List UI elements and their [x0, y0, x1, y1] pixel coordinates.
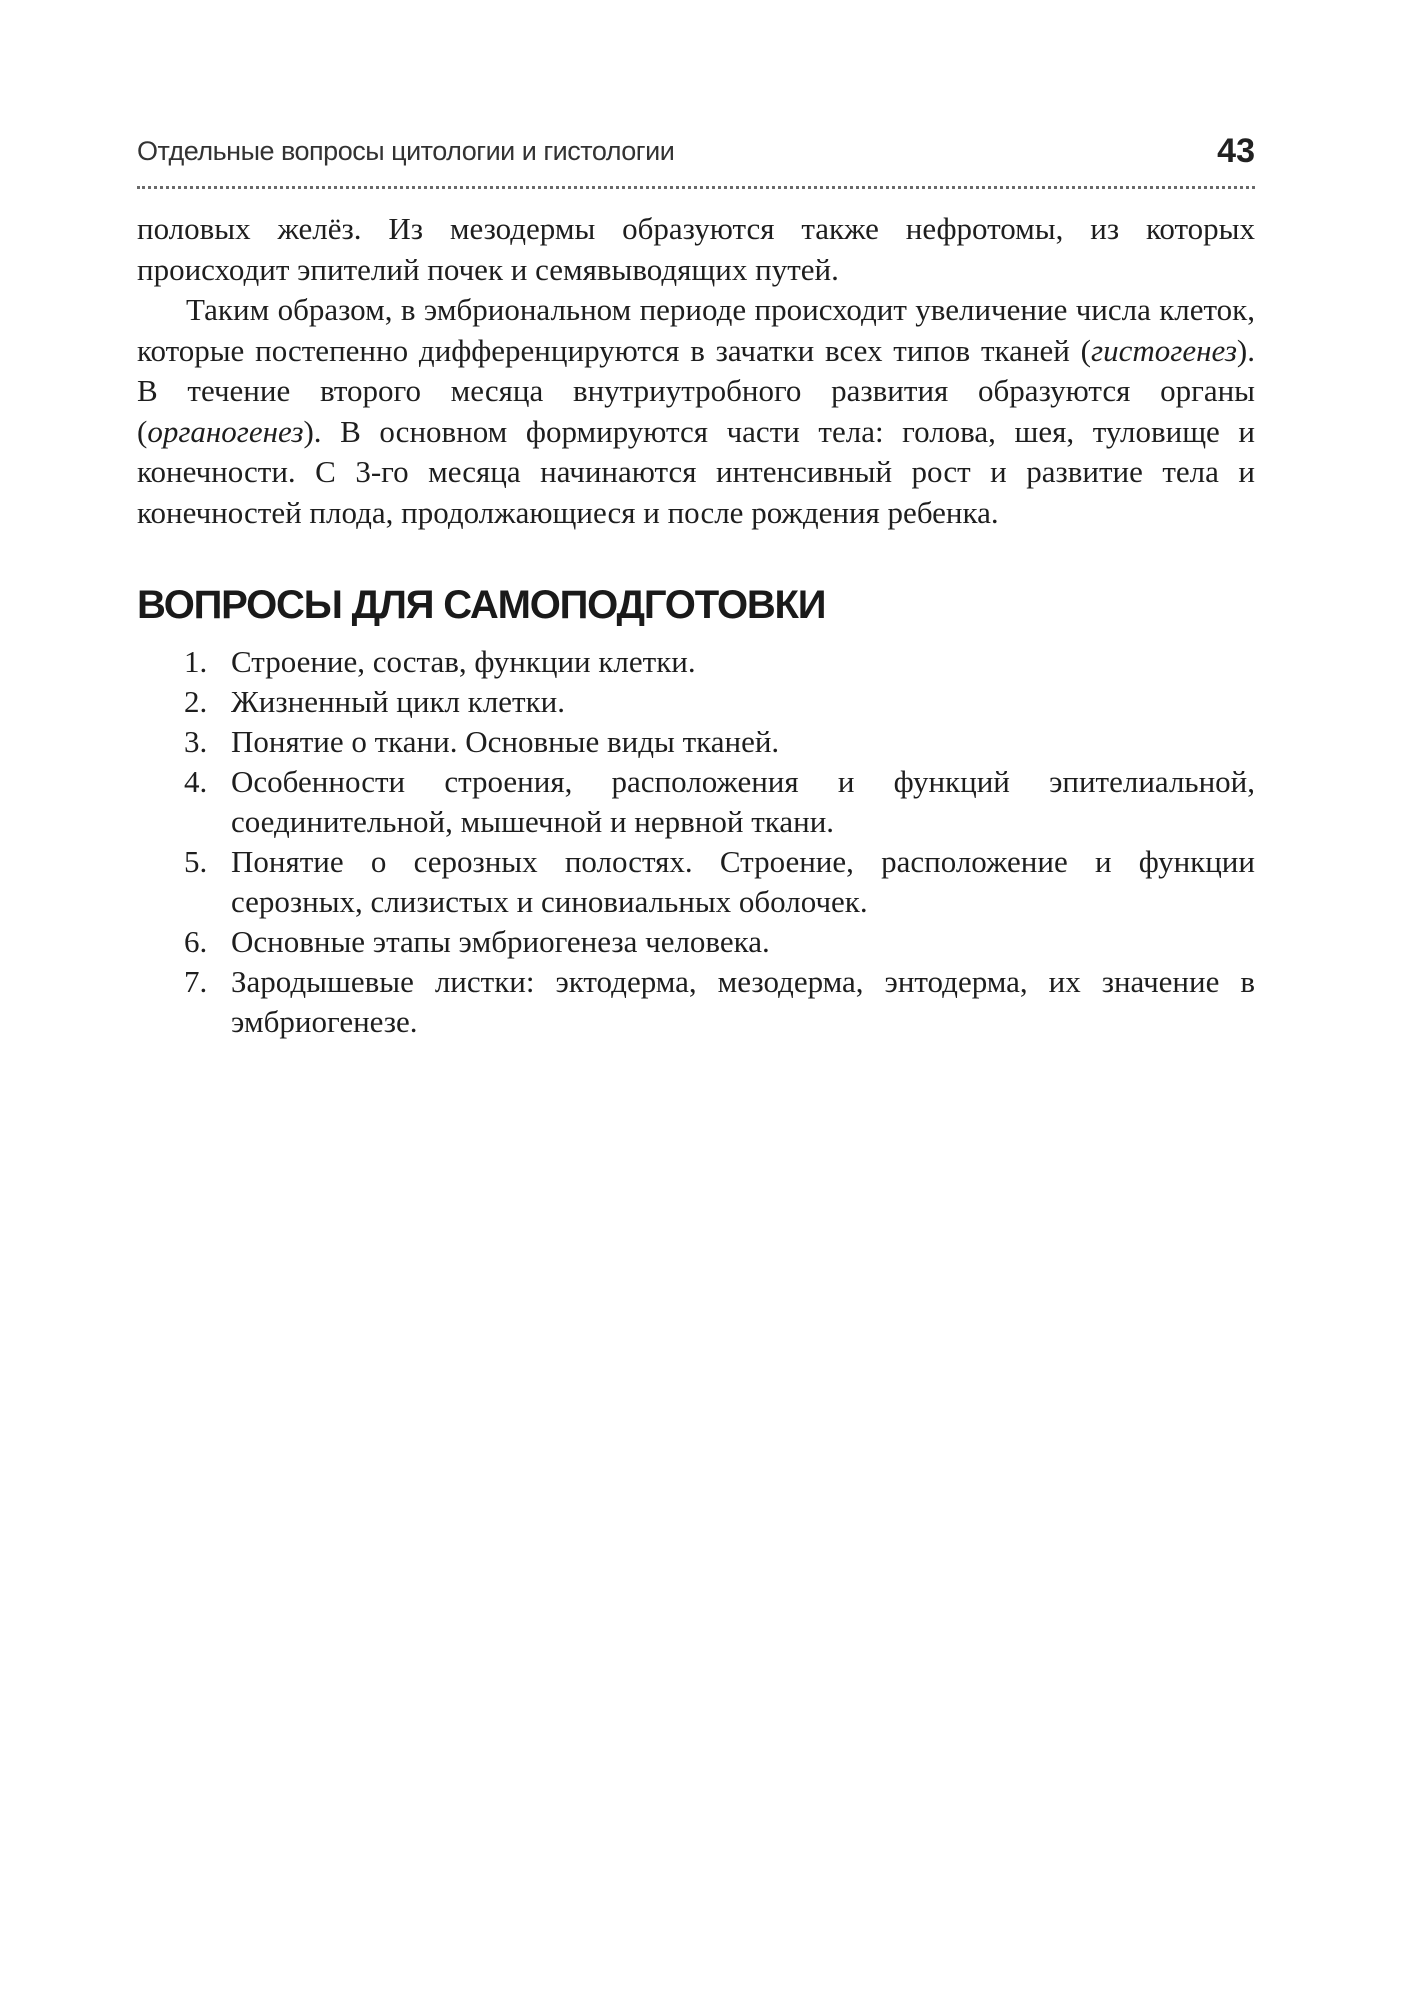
question-text: Особенности строения, расположения и функций эпителиальной, соединительной, мышечной и нервной ткани.	[231, 764, 1255, 839]
question-item	[184, 642, 1255, 682]
question-item	[184, 682, 1255, 722]
question-item	[184, 922, 1255, 962]
question-item	[184, 842, 1255, 922]
paragraph-text: ). В течение второго месяца внутриутробного развития образуются органы (	[137, 332, 1255, 449]
question-number: 4.	[184, 764, 208, 799]
question-text: Зародышевые листки: эктодерма, мезодерма, энтодерма, их значение в эмбриогенезе.	[231, 964, 1255, 1039]
question-text: Основные этапы эмбриогенеза человека.	[231, 924, 770, 959]
book-page	[137, 130, 1255, 1042]
question-text: Жизненный цикл клетки.	[231, 684, 566, 719]
question-number: 2.	[184, 684, 208, 719]
question-number: 5.	[184, 844, 208, 879]
paragraph-continuation: половых желёз. Из мезодермы образуются также нефротомы, из которых происходит эпителий почек и семявыводящих путей.	[137, 211, 1255, 287]
paragraph-embryonic-period	[137, 290, 1255, 533]
questions-list	[137, 642, 1255, 1042]
body-text	[137, 209, 1255, 533]
question-item	[184, 962, 1255, 1042]
page-number: 43	[1217, 132, 1255, 170]
running-header	[137, 130, 1255, 189]
term-organogenesis: органогенез	[147, 413, 304, 449]
paragraph-text: ). В основном формируются части тела: голова, шея, туловище и конечности. С 3-го месяца начинаются интенсивный рост и развитие тела и конечностей плода, продолжающиеся и после рождения ребенка.	[137, 413, 1255, 530]
term-histogenesis: гистогенез	[1091, 332, 1237, 368]
section-heading: ВОПРОСЫ ДЛЯ САМОПОДГОТОВКИ	[137, 583, 826, 627]
question-text: Строение, состав, функции клетки.	[231, 644, 696, 679]
question-number: 7.	[184, 964, 208, 999]
question-number: 3.	[184, 724, 208, 759]
paragraph-text: Таким образом, в эмбриональном периоде происходит увеличение числа клеток, которые постепенно дифференцируются в зачатки всех типов тканей (	[137, 292, 1255, 368]
question-item	[184, 762, 1255, 842]
running-title: Отдельные вопросы цитологии и гистологии	[137, 136, 675, 166]
question-text: Понятие о ткани. Основные виды тканей.	[231, 724, 780, 759]
question-number: 1.	[184, 644, 208, 679]
question-number: 6.	[184, 924, 208, 959]
question-item	[184, 722, 1255, 762]
question-text: Понятие о серозных полостях. Строение, расположение и функции серозных, слизистых и синовиальных оболочек.	[231, 844, 1255, 919]
